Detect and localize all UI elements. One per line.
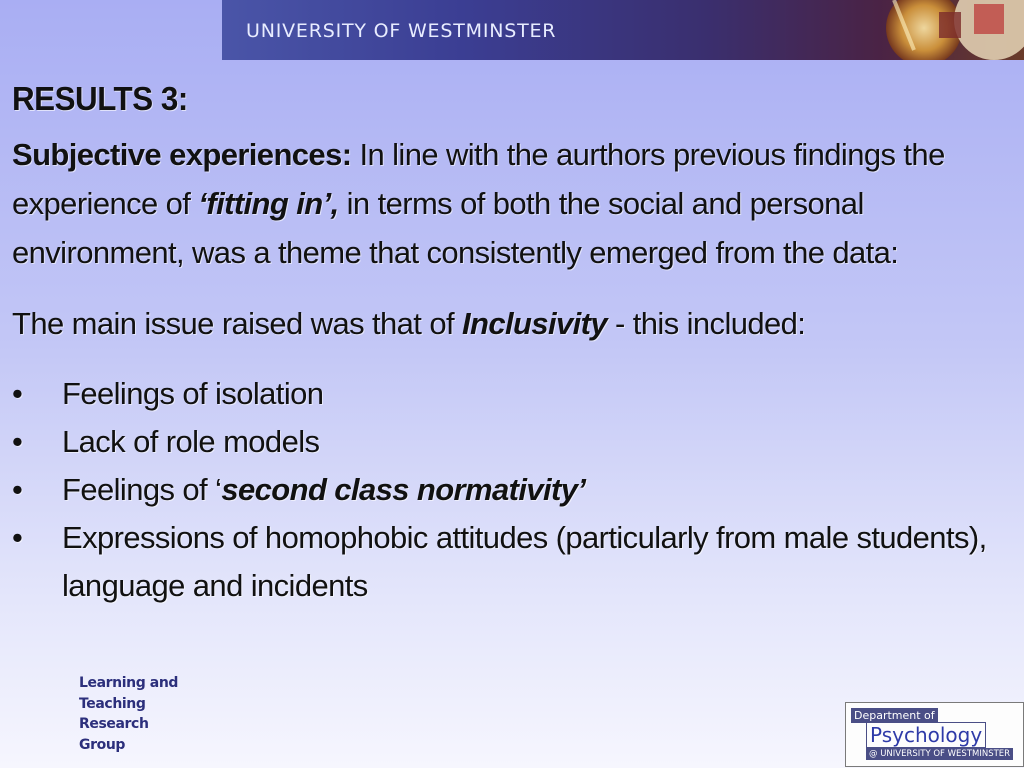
university-banner (222, 0, 1024, 60)
group-line: Learning and (79, 675, 179, 691)
learning-teaching-research-group-label (79, 673, 178, 755)
group-line: Group (79, 736, 126, 753)
department-of-psychology-logo (845, 702, 1024, 767)
para2-text-2: - this included: (607, 306, 806, 341)
para-text-1: In line with the aurthors previous findings the experience of (12, 137, 945, 221)
para2-emphasis: Inclusivity (462, 306, 608, 341)
list-item (12, 370, 1014, 418)
dept-name: Psychology (866, 722, 986, 748)
bullet-text: Feelings of isolation (62, 376, 324, 411)
bullet-icon: • (12, 472, 23, 507)
inclusivity-bullet-list (12, 370, 1014, 610)
subjective-experiences-paragraph (12, 130, 1014, 277)
list-item (12, 514, 1014, 610)
university-crest-icon (854, 0, 1024, 60)
banner-title: UNIVERSITY OF WESTMINSTER (246, 20, 557, 42)
dept-bottom-label: @ UNIVERSITY OF WESTMINSTER (866, 748, 1013, 760)
para-text-2: in terms of both the social and personal environment, was a theme that consistently emerged from the data: (12, 186, 899, 270)
bullet-text: Lack of role models (62, 424, 320, 459)
para2-text-1: The main issue raised was that of (12, 306, 462, 341)
para-label: Subjective experiences: (12, 137, 352, 172)
bullet-icon: • (12, 424, 23, 459)
bullet-icon: • (12, 376, 23, 411)
slide-content (12, 80, 1014, 610)
inclusivity-paragraph (12, 299, 1014, 348)
slide-heading: RESULTS 3: (12, 80, 188, 117)
group-line: Research (79, 716, 149, 732)
bullet-text: Feelings of ‘ (62, 472, 222, 507)
group-line: Teaching (79, 695, 146, 712)
para-emphasis: ‘fitting in’, (198, 186, 339, 221)
list-item (12, 466, 1014, 514)
dept-top-label: Department of (851, 708, 938, 723)
bullet-icon: • (12, 520, 23, 555)
bullet-text: Expressions of homophobic attitudes (particularly from male students), language and incidents (62, 520, 987, 603)
list-item (12, 418, 1014, 466)
bullet-emphasis: second class normativity’ (221, 472, 586, 507)
